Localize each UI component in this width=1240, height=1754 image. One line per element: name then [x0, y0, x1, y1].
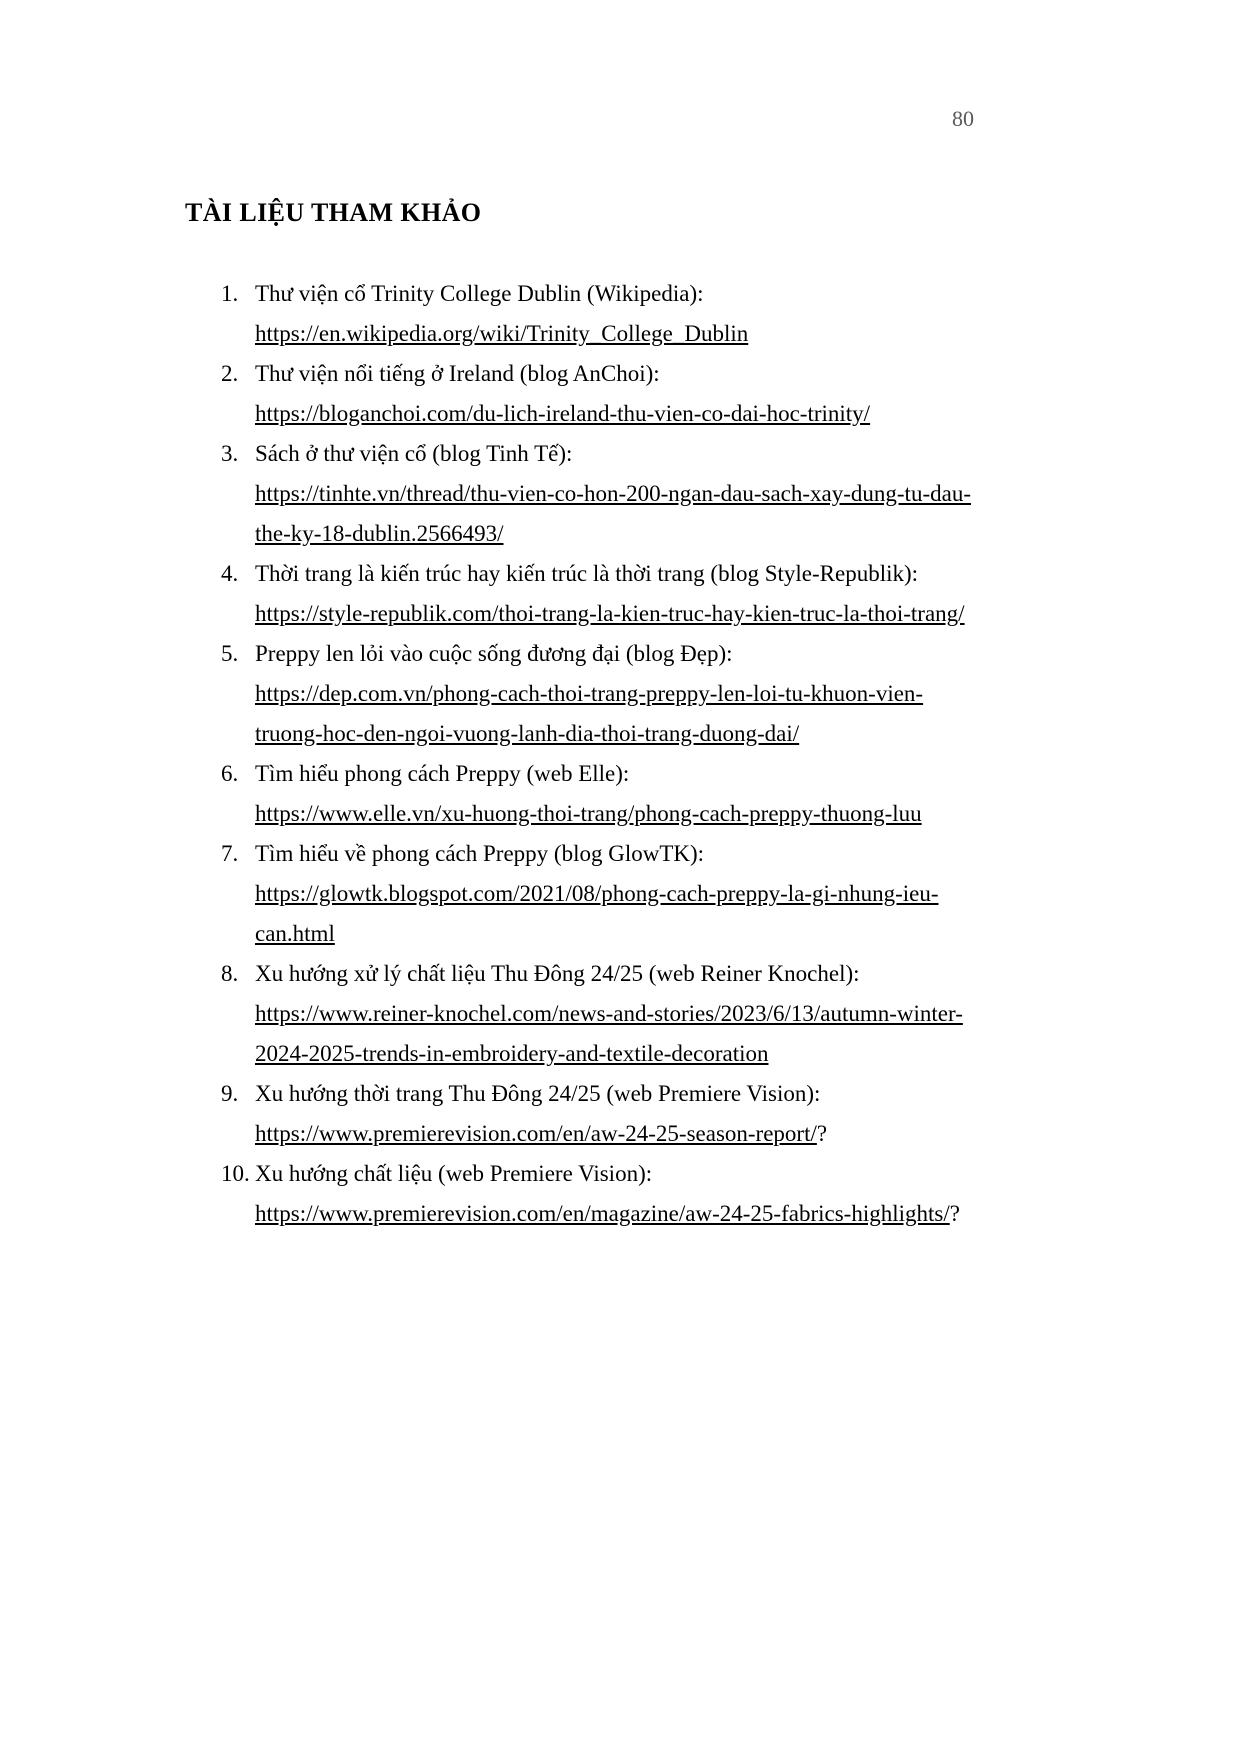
reference-item: [185, 354, 975, 434]
reference-body: [255, 1154, 975, 1234]
reference-number: 8.: [221, 961, 239, 986]
reference-link-line: [255, 1114, 975, 1154]
reference-body: [255, 954, 975, 1074]
reference-link[interactable]: https://www.premierevision.com/en/magazine/aw-24-25-fabrics-highlights/: [255, 1201, 950, 1226]
reference-number: 6.: [221, 761, 239, 786]
reference-item: [185, 434, 975, 554]
reference-body: [255, 1074, 975, 1154]
reference-item: [185, 634, 975, 754]
reference-link-line: [255, 474, 975, 554]
reference-title: Tìm hiểu về phong cách Preppy (blog GlowTK):: [255, 841, 705, 866]
reference-link[interactable]: https://style-republik.com/thoi-trang-la-kien-truc-hay-kien-truc-la-thoi-trang/: [255, 601, 965, 626]
reference-link[interactable]: https://www.reiner-knochel.com/news-and-stories/2023/6/13/autumn-winter-2024-2025-trends-in-embroidery-and-textile-decoration: [255, 1001, 963, 1066]
reference-number: 4.: [221, 561, 239, 586]
reference-link[interactable]: https://tinhte.vn/thread/thu-vien-co-hon-200-ngan-dau-sach-xay-dung-tu-dau-the-ky-18-dublin.2566493/: [255, 481, 971, 546]
reference-list: [185, 274, 975, 1234]
reference-link-line: [255, 794, 975, 834]
reference-link-suffix: ?: [816, 1121, 828, 1146]
reference-link[interactable]: https://dep.com.vn/phong-cach-thoi-trang-preppy-len-loi-tu-khuon-vien-truong-hoc-den-ngoi-vuong-lanh-dia-thoi-trang-duong-dai/: [255, 681, 924, 746]
reference-link-line: [255, 674, 975, 754]
reference-link-suffix: ?: [949, 1201, 960, 1226]
reference-body: [255, 554, 975, 634]
reference-title: Thư viện nổi tiếng ở Ireland (blog AnChoi):: [255, 361, 660, 386]
reference-link-line: [255, 314, 975, 354]
reference-body: [255, 834, 975, 954]
reference-link-line: [255, 394, 975, 434]
reference-title: Thư viện cổ Trinity College Dublin (Wikipedia):: [255, 281, 704, 306]
reference-item: [185, 954, 975, 1074]
reference-number: 3.: [221, 441, 239, 466]
reference-link-line: [255, 994, 975, 1074]
reference-link-line: [255, 594, 975, 634]
reference-number: 5.: [221, 641, 239, 666]
reference-title: Xu hướng thời trang Thu Đông 24/25 (web Premiere Vision):: [255, 1081, 821, 1106]
page-number: 80: [952, 106, 974, 131]
reference-body: [255, 354, 975, 434]
reference-item: [185, 1154, 975, 1234]
reference-title: Thời trang là kiến trúc hay kiến trúc là thời trang (blog Style-Republik):: [255, 561, 919, 586]
reference-item: [185, 834, 975, 954]
reference-title: Xu hướng chất liệu (web Premiere Vision):: [255, 1161, 653, 1186]
reference-number: 2.: [221, 361, 239, 386]
reference-link[interactable]: https://www.elle.vn/xu-huong-thoi-trang/phong-cach-preppy-thuong-luu: [255, 801, 922, 826]
reference-title: Xu hướng xử lý chất liệu Thu Đông 24/25 (web Reiner Knochel):: [255, 961, 860, 986]
reference-body: [255, 274, 975, 354]
reference-link[interactable]: https://www.premierevision.com/en/aw-24-25-season-report/: [255, 1121, 817, 1146]
reference-title: Tìm hiểu phong cách Preppy (web Elle):: [255, 761, 630, 786]
reference-title: Sách ở thư viện cổ (blog Tinh Tế):: [255, 441, 573, 466]
reference-number: 10.: [221, 1161, 250, 1186]
reference-body: [255, 634, 975, 754]
reference-body: [255, 434, 975, 554]
reference-title: Preppy len lỏi vào cuộc sống đương đại (blog Đẹp):: [255, 641, 733, 666]
reference-number: 7.: [221, 841, 239, 866]
reference-item: [185, 554, 975, 634]
reference-link[interactable]: https://bloganchoi.com/du-lich-ireland-thu-vien-co-dai-hoc-trinity/: [255, 401, 871, 426]
page-content: [185, 198, 975, 1234]
reference-link[interactable]: https://en.wikipedia.org/wiki/Trinity_College_Dublin: [255, 321, 749, 346]
reference-item: [185, 754, 975, 834]
section-title: TÀI LIỆU THAM KHẢO: [185, 198, 482, 227]
reference-link-line: [255, 1194, 975, 1234]
reference-link[interactable]: https://glowtk.blogspot.com/2021/08/phong-cach-preppy-la-gi-nhung-ieu-can.html: [255, 881, 939, 946]
reference-link-line: [255, 874, 975, 954]
reference-item: [185, 274, 975, 354]
reference-number: 1.: [221, 281, 239, 306]
reference-number: 9.: [221, 1081, 239, 1106]
reference-item: [185, 1074, 975, 1154]
reference-body: [255, 754, 975, 834]
